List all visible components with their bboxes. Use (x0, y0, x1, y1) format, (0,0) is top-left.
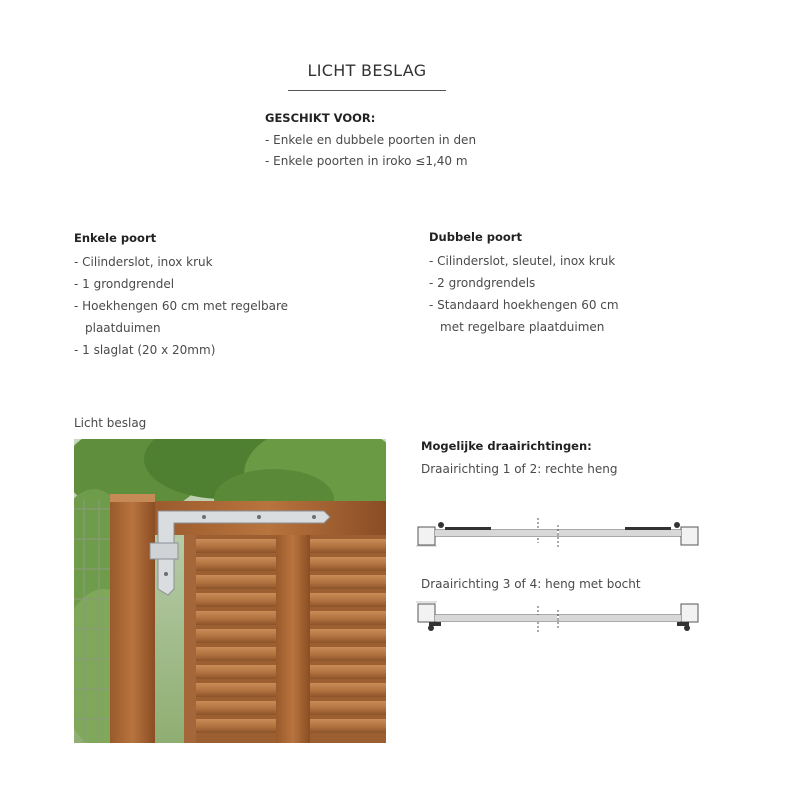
directions-section (421, 438, 721, 454)
list-item: - Enkele poorten in iroko ≤1,40 m (265, 154, 468, 168)
list-item: - 1 slaglat (20 x 20mm) (74, 343, 216, 357)
bent-hinge-diagram (415, 598, 705, 638)
suited-for-heading: GESCHIKT VOOR: (265, 111, 376, 125)
list-item-continuation: met regelbare plaatduimen (440, 320, 605, 334)
straight-hinge-diagram (415, 513, 705, 553)
list-item: - Cilinderslot, sleutel, inox kruk (429, 254, 616, 268)
list-item: - 1 grondgrendel (74, 277, 175, 291)
page-title: LICHT BESLAG (307, 61, 427, 80)
list-item: - Enkele en dubbele poorten in den (265, 133, 477, 147)
double-gate-heading: Dubbele poort (429, 230, 522, 244)
double-gate-section (429, 229, 729, 338)
title-block (288, 60, 446, 91)
list-item-text: - Hoekhengen 60 cm met regelbare (74, 299, 289, 313)
direction-1-label: Draairichting 1 of 2: rechte heng (421, 462, 618, 476)
direction-2-diagram (415, 598, 705, 638)
list-item-continuation: plaatduimen (85, 321, 161, 335)
title-underline (288, 90, 446, 91)
single-gate-section (74, 230, 364, 361)
direction-2-label: Draairichting 3 of 4: heng met bocht (421, 577, 641, 591)
gate-photo (74, 439, 386, 743)
single-gate-list (74, 251, 364, 361)
list-item (429, 294, 729, 338)
direction-1-diagram (415, 513, 705, 553)
list-item-text: - Standaard hoekhengen 60 cm (429, 298, 619, 312)
suited-for-section (265, 110, 565, 172)
single-gate-heading: Enkele poort (74, 231, 157, 245)
suited-for-list (265, 130, 565, 172)
list-item (74, 295, 364, 339)
gate-photo-illustration (74, 439, 386, 743)
directions-heading: Mogelijke draairichtingen: (421, 439, 592, 453)
list-item: - Cilinderslot, inox kruk (74, 255, 213, 269)
double-gate-list (429, 250, 729, 338)
list-item: - 2 grondgrendels (429, 276, 536, 290)
photo-caption: Licht beslag (74, 416, 147, 430)
